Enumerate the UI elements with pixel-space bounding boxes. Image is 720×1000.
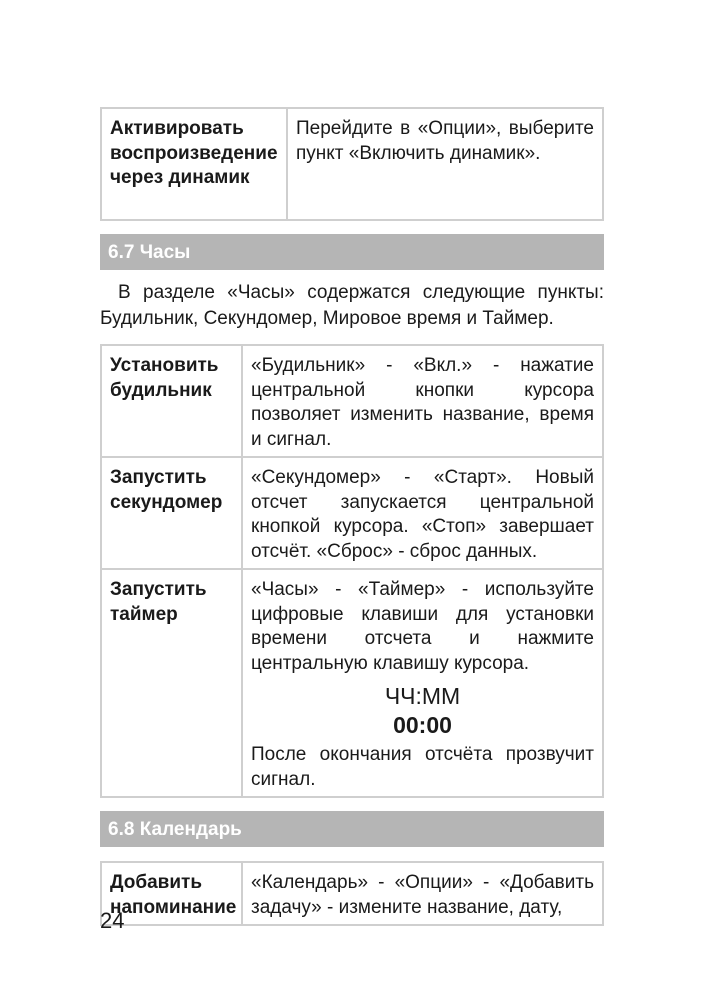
section-heading-clock: 6.7 Часы (100, 234, 604, 270)
section-heading-calendar: 6.8 Календарь (100, 811, 604, 847)
timer-instructions: «Часы» - «Таймер» - используйте цифровые клавиши для установки времени отсчета и нажмите центральную клавишу курсора. (251, 579, 594, 674)
page-number: 24 (100, 908, 125, 933)
table-row (101, 569, 603, 797)
table-row (101, 457, 603, 569)
table-calendar (100, 861, 604, 926)
timer-zero: 00:00 (393, 712, 452, 738)
row-key: Запустить секундомер (101, 457, 242, 569)
page-content (100, 0, 604, 926)
row-key: Запустить таймер (101, 569, 242, 797)
row-value: «Календарь» - «Опции» - «Добавить задачу» - измените название, дату, (242, 862, 603, 925)
table-row (101, 345, 603, 457)
row-value: «Секундомер» - «Старт». Новый отсчет запускается центральной кнопкой курсора. «Стоп» завершает отсчёт. «Сброс» - сброс данных. (242, 457, 603, 569)
row-key: Добавить напоминание (101, 862, 242, 925)
row-key: Активировать воспроизведение через динамик (101, 108, 287, 220)
timer-after: После окончания отсчёта прозвучит сигнал. (251, 744, 594, 790)
row-key: Установить будильник (101, 345, 242, 457)
table-row (101, 862, 603, 925)
row-value (242, 569, 603, 797)
table-speaker (100, 107, 604, 221)
section-intro-clock: В разделе «Часы» содержатся следующие пункты: Будильник, Секундомер, Мировое время и Таймер. (100, 282, 604, 329)
table-row (101, 108, 603, 220)
timer-format: ЧЧ:ММ (384, 683, 461, 709)
row-value: «Будильник» - «Вкл.» - нажатие центральной кнопки курсора позволяет изменить название, время и сигнал. (242, 345, 603, 457)
table-clock (100, 344, 604, 798)
row-value: Перейдите в «Опции», выберите пункт «Включить динамик». (287, 108, 603, 220)
